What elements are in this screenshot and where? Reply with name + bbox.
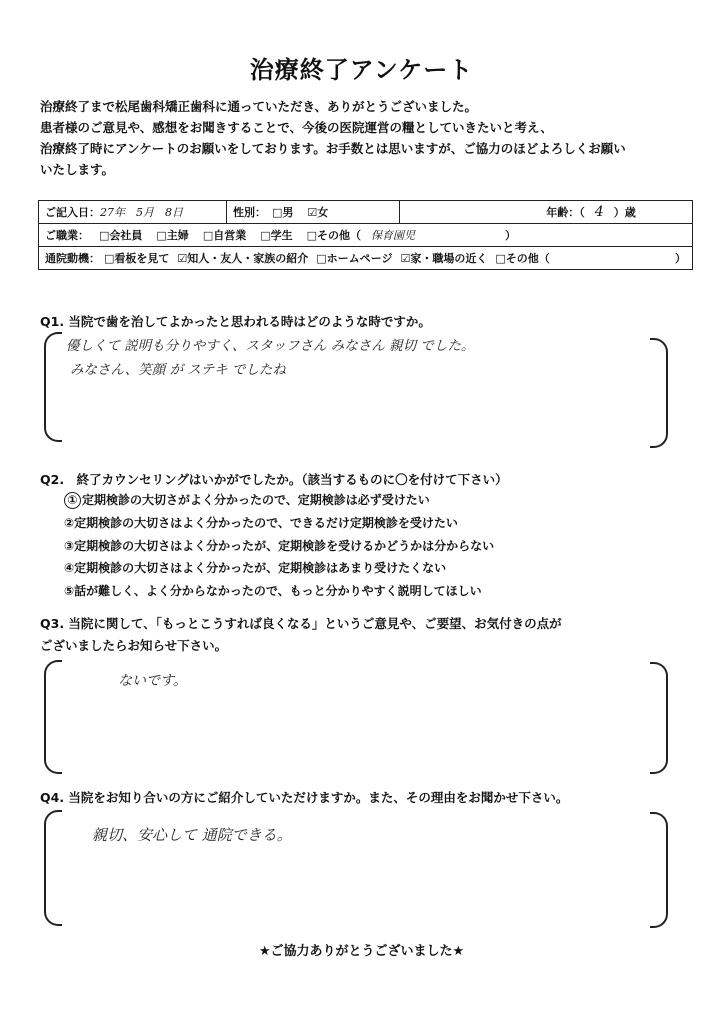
intro-line: いたします。 xyxy=(40,162,115,177)
age-label: 年齢：（ xyxy=(546,206,585,219)
q2-option-4[interactable]: ④定期検診の大切さはよく分かったが、定期検診はあまり受けたくない xyxy=(64,561,447,575)
gender-cell xyxy=(226,201,399,223)
q3-bracket-left xyxy=(44,660,62,774)
q2-question: Q2. 終了カウンセリングはいかがでしたか。（該当するものに〇を付けて下さい） xyxy=(40,472,508,487)
page-title: 治療終了アンケート xyxy=(249,56,474,84)
age-suffix: ）歳 xyxy=(613,206,636,219)
q4-answer[interactable]: 親切、安心して 通院できる。 xyxy=(92,826,292,844)
q2-option-3[interactable]: ③定期検診の大切さはよく分かったが、定期検診を受けるかどうかは分からない xyxy=(64,539,495,553)
q3-answer[interactable]: ないです。 xyxy=(118,673,187,689)
date-cell xyxy=(39,201,226,223)
motive-cell xyxy=(39,247,692,269)
gender-female-checkbox[interactable]: ☑女 xyxy=(307,206,329,219)
motive-option-signboard[interactable]: □看板を見て xyxy=(104,252,170,265)
age-value[interactable]: 4 xyxy=(594,204,604,220)
q2-option-1[interactable] xyxy=(64,491,430,509)
age-cell xyxy=(399,201,692,223)
info-row-date xyxy=(39,201,692,224)
q3-question-line2: ございましたらお知らせ下さい。 xyxy=(40,638,228,653)
q4-question: Q4. 当院をお知り合いの方にご紹介していただけますか。また、その理由をお聞かせ下さい。 xyxy=(40,790,569,805)
motive-option-other[interactable]: □その他（ xyxy=(495,252,550,265)
motive-label: 通院動機： xyxy=(45,252,100,265)
q2-option-2[interactable]: ②定期検診の大切さはよく分かったので、できるだけ定期検診を受けたい xyxy=(64,516,458,530)
intro-line: 治療終了時にアンケートのお願いをしております。お手数とは思いますが、ご協力のほどよろしくお願い xyxy=(40,141,626,156)
motive-close: ） xyxy=(675,252,686,265)
intro-text xyxy=(40,96,690,180)
info-row-motive xyxy=(39,247,692,269)
motive-option-homepage[interactable]: □ホームページ xyxy=(316,252,393,265)
q4-bracket-right xyxy=(650,812,668,928)
intro-line: 治療終了まで松尾歯科矯正歯科に通っていただき、ありがとうございました。 xyxy=(40,99,478,114)
q4-bracket-left xyxy=(44,810,62,926)
date-value[interactable]: 27年 5月 8日 xyxy=(100,206,183,219)
job-cell xyxy=(39,224,522,246)
job-label: ご職業： xyxy=(45,229,89,242)
job-other-value[interactable]: 保育園児 xyxy=(371,229,416,242)
q3-bracket-right xyxy=(650,662,668,774)
thanks-message: ★ご協力ありがとうございました★ xyxy=(258,944,465,959)
q1-answer-line1[interactable]: 優しくて 説明も分りやすく、スタッフさん みなさん 親切 でした。 xyxy=(66,338,475,354)
q1-bracket-left xyxy=(44,332,62,442)
job-option-company[interactable]: □会社員 xyxy=(99,229,143,242)
job-option-housewife[interactable]: □主婦 xyxy=(156,229,189,242)
intro-line: 患者様のご意見や、感想をお聞きすることで、今後の医院運営の糧としていきたいと考え、 xyxy=(40,120,553,135)
q1-question: Q1. 当院で歯を治してよかったと思われる時はどのような時ですか。 xyxy=(40,314,431,329)
gender-label: 性別： xyxy=(233,206,266,219)
job-close: ） xyxy=(505,229,517,242)
motive-option-nearby[interactable]: ☑家・職場の近く xyxy=(400,252,488,265)
q1-bracket-right xyxy=(650,338,668,448)
gender-male-checkbox[interactable]: □男 xyxy=(272,206,294,219)
q3-question-line1: Q3. 当院に関して、「もっとこうすれば良くなる」というご意見や、ご要望、お気付きの点が xyxy=(40,616,562,631)
info-table xyxy=(38,200,693,270)
job-option-other[interactable]: □その他（ xyxy=(306,229,362,242)
motive-option-referral[interactable]: ☑知人・友人・家族の紹介 xyxy=(177,252,309,265)
q1-answer-line2[interactable]: みなさん、笑顔 が ステキ でしたね xyxy=(70,362,286,378)
job-option-self-employed[interactable]: □自営業 xyxy=(202,229,247,242)
selected-circle-mark: ① xyxy=(64,492,81,509)
q2-option-5[interactable]: ⑤話が難しく、よく分からなかったので、もっと分かりやすく説明してほしい xyxy=(64,584,482,598)
job-option-student[interactable]: □学生 xyxy=(260,229,293,242)
q2-option-1-label: 定期検診の大切さがよく分かったので、定期検診は必ず受けたい xyxy=(82,493,430,507)
info-row-job xyxy=(39,224,692,247)
date-label: ご記入日： xyxy=(45,206,100,219)
